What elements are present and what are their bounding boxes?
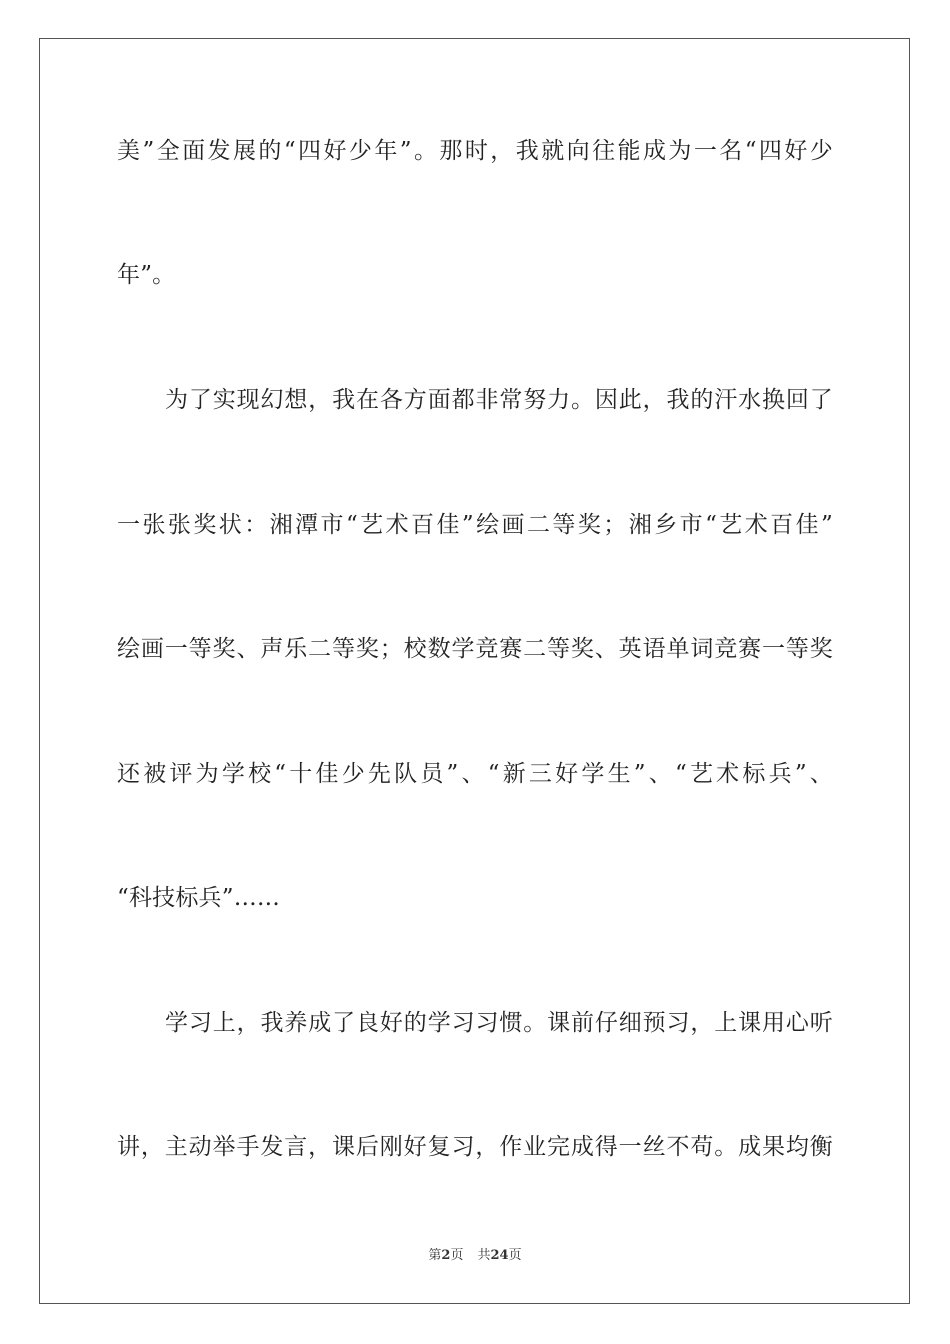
text-line-3: 为了实现幻想，我在各方面都非常努力。因此，我的汗水换回了 [165,387,833,413]
page-footer [0,1247,950,1265]
text-line-4: 一张张奖状：湘潭市“艺术百佳”绘画二等奖；湘乡市“艺术百佳” [117,512,833,538]
text-line-7: “科技标兵”…… [117,885,281,911]
footer-page-prefix: 第 [428,1248,442,1263]
text-line-9: 讲，主动举手发言，课后刚好复习，作业完成得一丝不苟。成果均衡 [117,1134,833,1160]
text-line-2: 年”。 [117,262,176,288]
text-line-5: 绘画一等奖、声乐二等奖；校数学竞赛二等奖、英语单词竞赛一等奖 [117,636,833,662]
footer-total-pages: 24 [490,1248,509,1263]
footer-total-suffix: 页 [508,1248,522,1263]
text-line-1: 美”全面发展的“四好少年”。那时，我就向往能成为一名“四好少 [117,138,833,164]
footer-page-number: 2 [441,1248,451,1263]
text-line-8: 学习上，我养成了良好的学习习惯。课前仔细预习，上课用心听 [165,1010,833,1036]
text-line-6: 还被评为学校“十佳少先队员”、“新三好学生”、“艺术标兵”、 [117,761,833,787]
page-frame [39,38,910,1304]
footer-page-suffix: 页 [450,1248,464,1263]
footer-total-prefix: 共 [477,1248,491,1263]
